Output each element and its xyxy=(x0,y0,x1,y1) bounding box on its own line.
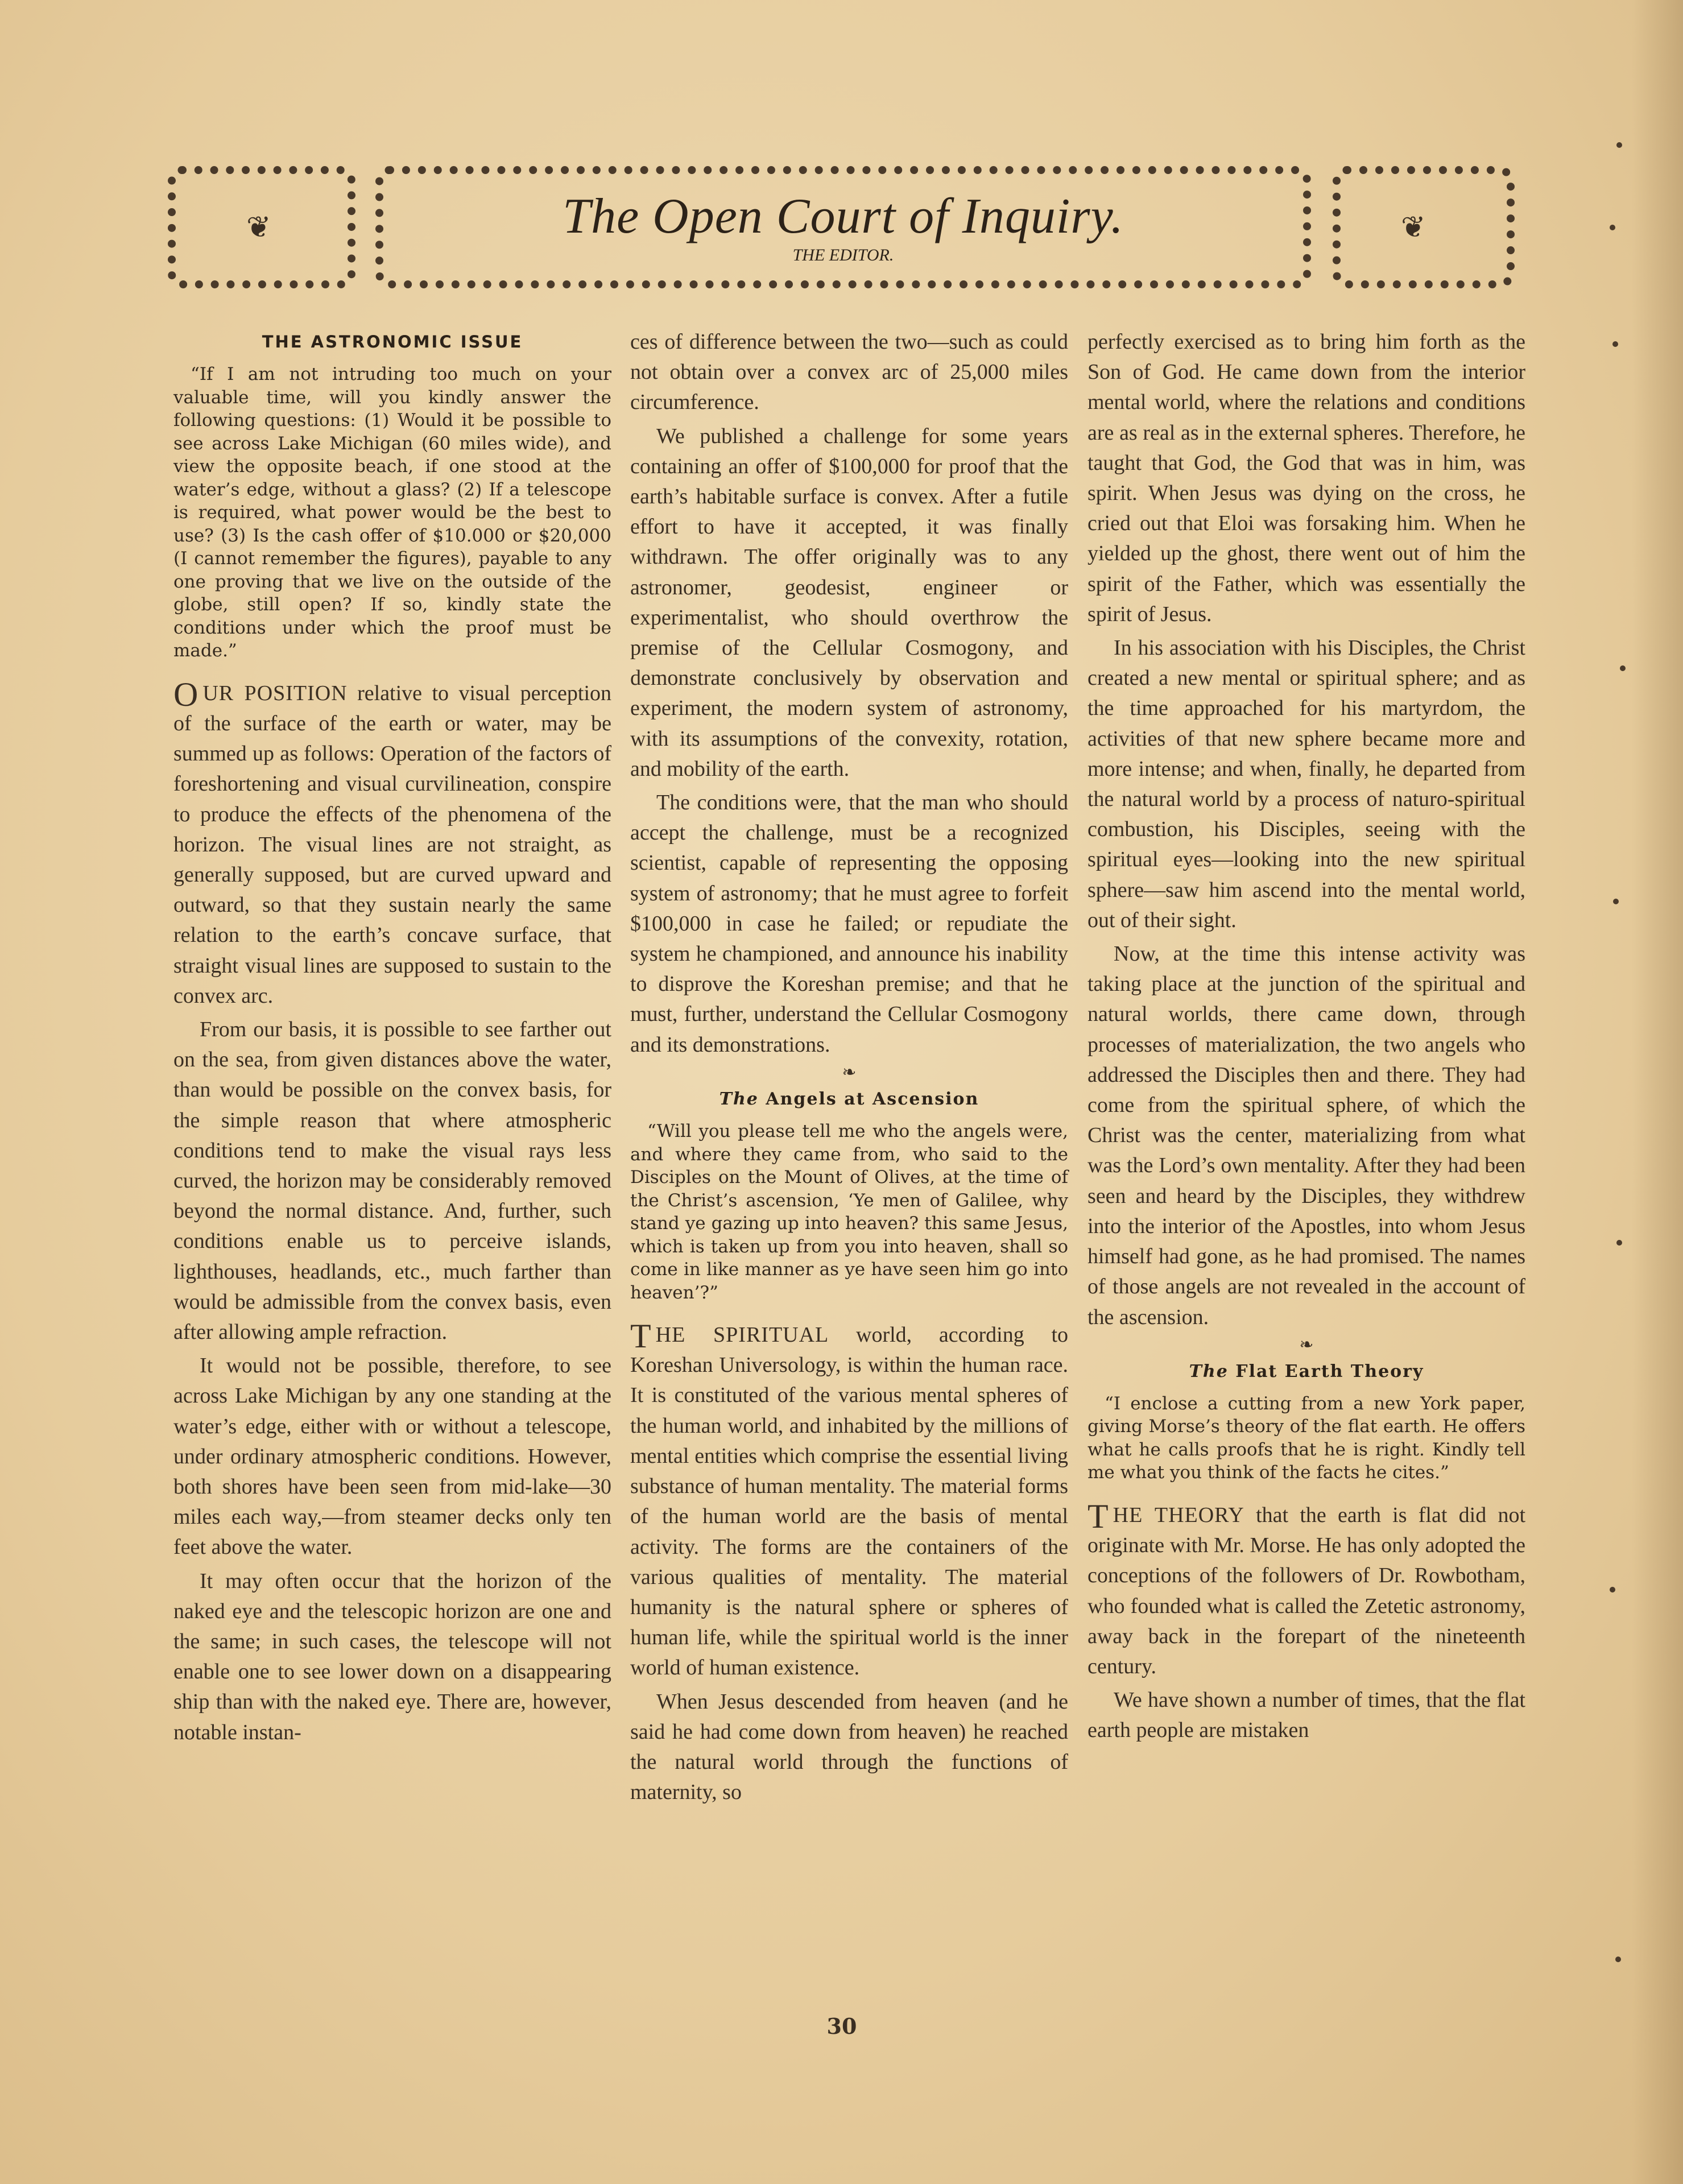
article-paragraph: We published a challenge for some years containing an offer of $100,000 for proof that the earth’s habitable surface is convex. After a futile effort to have it accepted, it was finally withdrawn. The offer originally was to any astronomer, geodesist, engineer or experimentalist, who should overthrow the premise of the Cellular Cosmogony, and demonstrate conclusively by observation and experiment, the modern system of astronomy, with its assumptions of the convexity, rotation, and mobility of the earth. xyxy=(630,424,1068,781)
byline: THE EDITOR. xyxy=(792,246,894,264)
lead-in: HE THEORY xyxy=(1113,1503,1244,1527)
page-edge-shadow xyxy=(1632,0,1683,2184)
paragraph-text: world, according to Koreshan Universology, is within the human race. It is constituted of the various mental spheres of the human world, and inhabited by the millions of mental entities which comprise the essential living substance of human mentality. The material forms of the human world are the basis of mental activity. The forms are the containers of the various qualities of mentality. The material humanity is the natural sphere or spheres of human life, while the spiritual world is the inner world of human existence. xyxy=(630,1323,1068,1680)
drop-cap: T xyxy=(630,1317,651,1355)
paragraph-text: relative to visual perception of the surface of the earth or water, may be summed up as follows: Operation of the factors of foreshortening and visual curvilineation, conspire to produce the effects of the phenomena of the horizon. The visual lines are not straight, as generally supposed, but are curved upward and outward, so that they sustain nearly the same relation to the earth’s concave surface, that straight visual lines are supposed to sustain to the convex arc. xyxy=(173,681,612,1008)
paper-speck xyxy=(1610,1587,1615,1592)
column-2 xyxy=(630,327,1068,1811)
article-paragraph xyxy=(1087,1497,1526,1682)
paper-speck xyxy=(1620,665,1626,671)
article-paragraph xyxy=(173,675,612,1011)
article-paragraph: When Jesus descended from heaven (and he said he had come down from heaven) he reached the natural world through the functions of maternity, so xyxy=(630,1689,1068,1805)
paper-speck xyxy=(1616,1240,1622,1246)
reader-question: “If I am not intruding too much on your valuable time, will you kindly answer the following questions: (1) Would it be possible to see across Lake Michigan (60 miles wide), and view the opposite beach, if one stood at the water’s edge, without a glass? (2) If a telescope is required, what power would be the best to use? (3) Is the cash offer of $10.000 or $20,000 (I cannot remember the figures), payable to any one proving that we live on the outside of the globe, still open? If so, kindly state the conditions under which the proof must be made.” xyxy=(173,364,611,661)
paper-speck xyxy=(1613,899,1619,904)
section-heading: THE ASTRONOMIC ISSUE xyxy=(262,332,523,351)
leaf-dingbat-icon: ❧ xyxy=(842,1062,857,1082)
article-paragraph xyxy=(630,1317,1068,1683)
article-paragraph: perfectly exercised as to bring him forth as the Son of God. He came down from the interior mental world, where the relations and conditions are as real as in the external spheres. Therefore, he taught that God, the God that was in him, was spirit. When Jesus was dying on the cross, he cried out that Eloi was forsaking him. When he yielded up the ghost, there went out of him the spirit of the Father, which was essentially the spirit of Jesus. xyxy=(1087,330,1525,626)
drop-cap: O xyxy=(173,675,199,713)
page-title: The Open Court of Inquiry. xyxy=(563,189,1124,244)
page-header xyxy=(168,166,1533,294)
article-paragraph: We have shown a number of times, that the flat earth people are mistaken xyxy=(1087,1688,1525,1743)
paper-speck xyxy=(1612,341,1618,347)
heading-the: The xyxy=(1189,1361,1229,1381)
paper-speck xyxy=(1610,225,1615,230)
column-3 xyxy=(1087,327,1525,1749)
article-paragraph: ces of difference between the two—such as could not obtain over a convex arc of 25,000 miles circumference. xyxy=(630,330,1068,415)
drop-cap: T xyxy=(1087,1497,1109,1535)
fleuron-icon: ❦ xyxy=(246,210,271,245)
reader-question: “I enclose a cutting from a new York paper, giving Morse’s theory of the flat earth. He offers what he calls proofs that he is right. Kindly tell me what you think of the facts he cites.” xyxy=(1087,1393,1525,1483)
section-heading xyxy=(1087,1356,1525,1387)
article-paragraph: It would not be possible, therefore, to see across Lake Michigan by any one standing at the water’s edge, either with or without a telescope, under ordinary atmospheric conditions. However, both shores have been seen from mid-lake—30 miles each way,—from steamer decks only ten feet above the water. xyxy=(173,1354,611,1560)
article-paragraph: From our basis, it is possible to see farther out on the sea, from given distances above the water, than would be possible on the convex basis, for the simple reason that where atmospheric conditions tend to make the visual rays less curved, the horizon may be considerably removed beyond the normal distance. And, further, such conditions enable us to perceive islands, lighthouses, headlands, etc., much farther than would be admissible from the convex basis, even after allowing ample refraction. xyxy=(173,1017,611,1344)
article-paragraph: The conditions were, that the man who should accept the challenge, must be a recognized scientist, capable of representing the opposing system of astronomy; that he must agree to forfeit $100,000 in case he failed; or repudiate the system he championed, and announce his inability to disprove the Koreshan premise; and that he must, further, understand the Cellular Cosmogony and its demonstrations. xyxy=(630,791,1068,1057)
article-paragraph: In his association with his Disciples, the Christ created a new mental or spiritual sphere; and as the time approached for his martyrdom, the activities of that new sphere became more and more intense; and when, finally, he departed from the natural world by a process of naturo-spiritual combustion, his Disciples, seeing with the spiritual eyes—looking into the new spiritual sphere—saw him ascend into the mental world, out of their sight. xyxy=(1087,636,1525,932)
article-paragraph: It may often occur that the horizon of the naked eye and the telescopic horizon are one and the same; in such cases, the telescope will not enable one to see lower down on a disappearing ship than with the naked eye. There are, however, notable instan- xyxy=(173,1569,611,1744)
fleuron-icon: ❦ xyxy=(1401,210,1426,245)
paper-speck xyxy=(1615,1956,1621,1962)
lead-in: HE SPIRITUAL xyxy=(655,1323,829,1347)
paragraph-text: that the earth is flat did not originate with Mr. Morse. He has only adopted the conceptions of the followers of Dr. Rowbotham, who founded what is called the Zetetic astronomy, away back in the forepart of the nineteenth century. xyxy=(1087,1503,1526,1678)
heading-text: Angels at Ascension xyxy=(758,1089,979,1109)
page-number: 30 xyxy=(826,2013,857,2039)
reader-question: “Will you please tell me who the angels were, and where they came from, who said to the Disciples on the Mount of Olives, at the time of the Christ’s ascension, ‘Ye men of Galilee, why stand ye gazing up into heaven? this same Jesus, which is taken up from you into heaven, shall so come in like manner as ye have seen him go into heaven’?” xyxy=(630,1121,1068,1303)
section-heading xyxy=(630,1084,1068,1114)
heading-the: The xyxy=(719,1089,759,1109)
article-paragraph: Now, at the time this intense activity was taking place at the junction of the spiritual and natural worlds, there came down, through processes of materialization, the two angels who addressed the Disciples then and there. They had come from the spiritual sphere, of which the Christ was the center, materializing from what was the Lord’s own mentality. After they had been seen and heard by the Disciples, they withdrew into the interior of the Apostles, into whom Jesus himself had gone, as he had promised. The names of those angels are not revealed in the account of the ascension. xyxy=(1087,942,1525,1329)
heading-text: Flat Earth Theory xyxy=(1228,1361,1424,1381)
column-1 xyxy=(173,327,611,1751)
paper-speck xyxy=(1616,142,1622,148)
leaf-dingbat-icon: ❧ xyxy=(1299,1334,1314,1355)
lead-in: UR POSITION xyxy=(202,681,348,705)
